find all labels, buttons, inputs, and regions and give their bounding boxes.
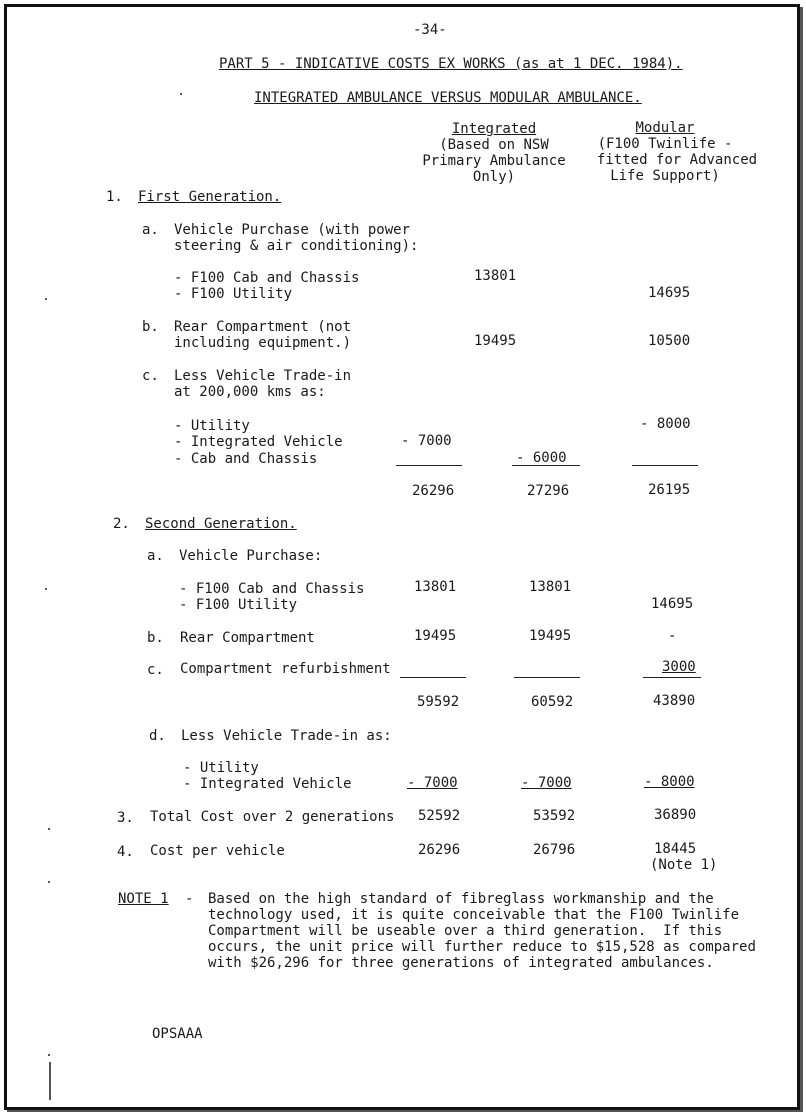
cell-value: 19495 xyxy=(474,333,517,349)
section-number: 2. xyxy=(113,516,130,532)
item-label: - F100 Cab and Chassis xyxy=(179,581,365,597)
item-label: - F100 Utility xyxy=(179,597,298,613)
note-line: Based on the high standard of fibreglass workmanship and the xyxy=(208,891,714,907)
modular-column-heading: Modular xyxy=(635,120,695,136)
sum-rule xyxy=(514,677,580,678)
item-label: Vehicle Purchase (with power xyxy=(174,222,411,238)
note-reference: (Note 1) xyxy=(650,857,718,873)
modular-column-note: Life Support) xyxy=(610,168,720,184)
item-label: - Utility xyxy=(183,760,259,776)
item-label: Less Vehicle Trade-in xyxy=(174,368,352,384)
cell-value: 3000 xyxy=(662,659,696,675)
cell-total: 26195 xyxy=(648,482,691,498)
cell-total: 18445 xyxy=(654,841,697,857)
document-code: OPSAAA xyxy=(152,1026,203,1042)
item-label: - Integrated Vehicle xyxy=(183,776,352,792)
cell-value: - 8000 xyxy=(640,416,691,432)
scan-mark xyxy=(45,298,47,300)
item-letter: b. xyxy=(142,319,159,335)
sum-rule xyxy=(400,677,466,678)
note-label: NOTE 1 xyxy=(118,891,169,907)
cell-value: - 7000 xyxy=(401,433,452,449)
modular-column-note: (F100 Twinlife - xyxy=(597,136,733,152)
cell-total: 60592 xyxy=(531,694,574,710)
cell-value: 13801 xyxy=(414,579,457,595)
sum-rule xyxy=(396,465,462,466)
note-line: Compartment will be useable over a third generation. If this xyxy=(208,923,723,939)
cell-value: 19495 xyxy=(414,628,457,644)
page-number: -34- xyxy=(413,22,447,38)
scan-mark xyxy=(45,588,47,590)
cell-value: 13801 xyxy=(474,268,517,284)
cell-value: - 7000 xyxy=(521,775,572,791)
section-title: First Generation. xyxy=(138,189,282,205)
integrated-column-note: (Based on NSW xyxy=(439,137,549,153)
item-label: Compartment refurbishment xyxy=(180,661,391,677)
cell-total: 26296 xyxy=(418,842,461,858)
item-label: Vehicle Purchase: xyxy=(179,548,323,564)
note-dash: - xyxy=(185,891,194,907)
cell-value: - 8000 xyxy=(644,774,695,790)
row-label: Cost per vehicle xyxy=(150,843,285,859)
note-line: with $26,296 for three generations of integrated ambulances. xyxy=(208,955,714,971)
item-label: - F100 Cab and Chassis xyxy=(174,270,360,286)
cell-total: 53592 xyxy=(533,808,576,824)
item-letter: a. xyxy=(147,548,164,564)
item-letter: c. xyxy=(142,368,159,384)
section-number: 1. xyxy=(106,189,123,205)
item-label: Less Vehicle Trade-in as: xyxy=(181,728,392,744)
page-title: PART 5 - INDICATIVE COSTS EX WORKS (as at 1 DEC. 1984). xyxy=(219,56,683,72)
item-label: steering & air conditioning): xyxy=(174,238,419,254)
scan-mark xyxy=(48,828,50,830)
sum-rule xyxy=(632,465,698,466)
cell-total: 27296 xyxy=(527,483,570,499)
cell-value: 13801 xyxy=(529,579,572,595)
cell-total: 59592 xyxy=(417,694,460,710)
cell-total: 52592 xyxy=(418,808,461,824)
section-number: 3. xyxy=(117,810,134,826)
cell-total: 26796 xyxy=(533,842,576,858)
cell-value: - xyxy=(668,628,677,644)
item-label: - Utility xyxy=(174,418,250,434)
note-line: technology used, it is quite conceivable that the F100 Twinlife xyxy=(208,907,740,923)
cell-total: 36890 xyxy=(654,807,697,823)
section-number: 4. xyxy=(117,844,134,860)
scan-mark xyxy=(48,1054,50,1056)
cell-value: 10500 xyxy=(648,333,691,349)
scan-mark xyxy=(48,881,50,883)
row-label: Total Cost over 2 generations xyxy=(150,809,395,825)
item-label: - Integrated Vehicle xyxy=(174,434,343,450)
sum-rule xyxy=(643,677,701,678)
item-label: at 200,000 kms as: xyxy=(174,384,326,400)
sum-rule xyxy=(512,465,580,466)
cell-total: 43890 xyxy=(653,693,696,709)
item-letter: c. xyxy=(147,662,164,678)
scan-mark xyxy=(49,1062,51,1100)
cell-value: 19495 xyxy=(529,628,572,644)
item-label: Rear Compartment (not xyxy=(174,319,352,335)
note-line: occurs, the unit price will further reduce to $15,528 as compared xyxy=(208,939,756,955)
item-letter: d. xyxy=(149,728,166,744)
cell-value: - 6000 xyxy=(516,450,567,466)
item-label: - F100 Utility xyxy=(174,286,293,302)
item-label: - Cab and Chassis xyxy=(174,451,318,467)
cell-value: 14695 xyxy=(651,596,694,612)
scan-mark xyxy=(180,93,182,95)
integrated-column-note: Primary Ambulance xyxy=(422,153,566,169)
item-letter: a. xyxy=(142,222,159,238)
modular-column-note: fitted for Advanced xyxy=(596,152,758,168)
section-title: Second Generation. xyxy=(145,516,297,532)
integrated-column-heading: Integrated xyxy=(451,121,537,137)
integrated-column-note: Only) xyxy=(472,169,516,185)
cell-value: 14695 xyxy=(648,285,691,301)
cell-total: 26296 xyxy=(412,483,455,499)
item-letter: b. xyxy=(147,630,164,646)
page-subtitle: INTEGRATED AMBULANCE VERSUS MODULAR AMBULANCE. xyxy=(254,90,642,106)
cell-value: - 7000 xyxy=(407,775,458,791)
item-label: Rear Compartment xyxy=(180,630,315,646)
item-label: including equipment.) xyxy=(174,335,352,351)
